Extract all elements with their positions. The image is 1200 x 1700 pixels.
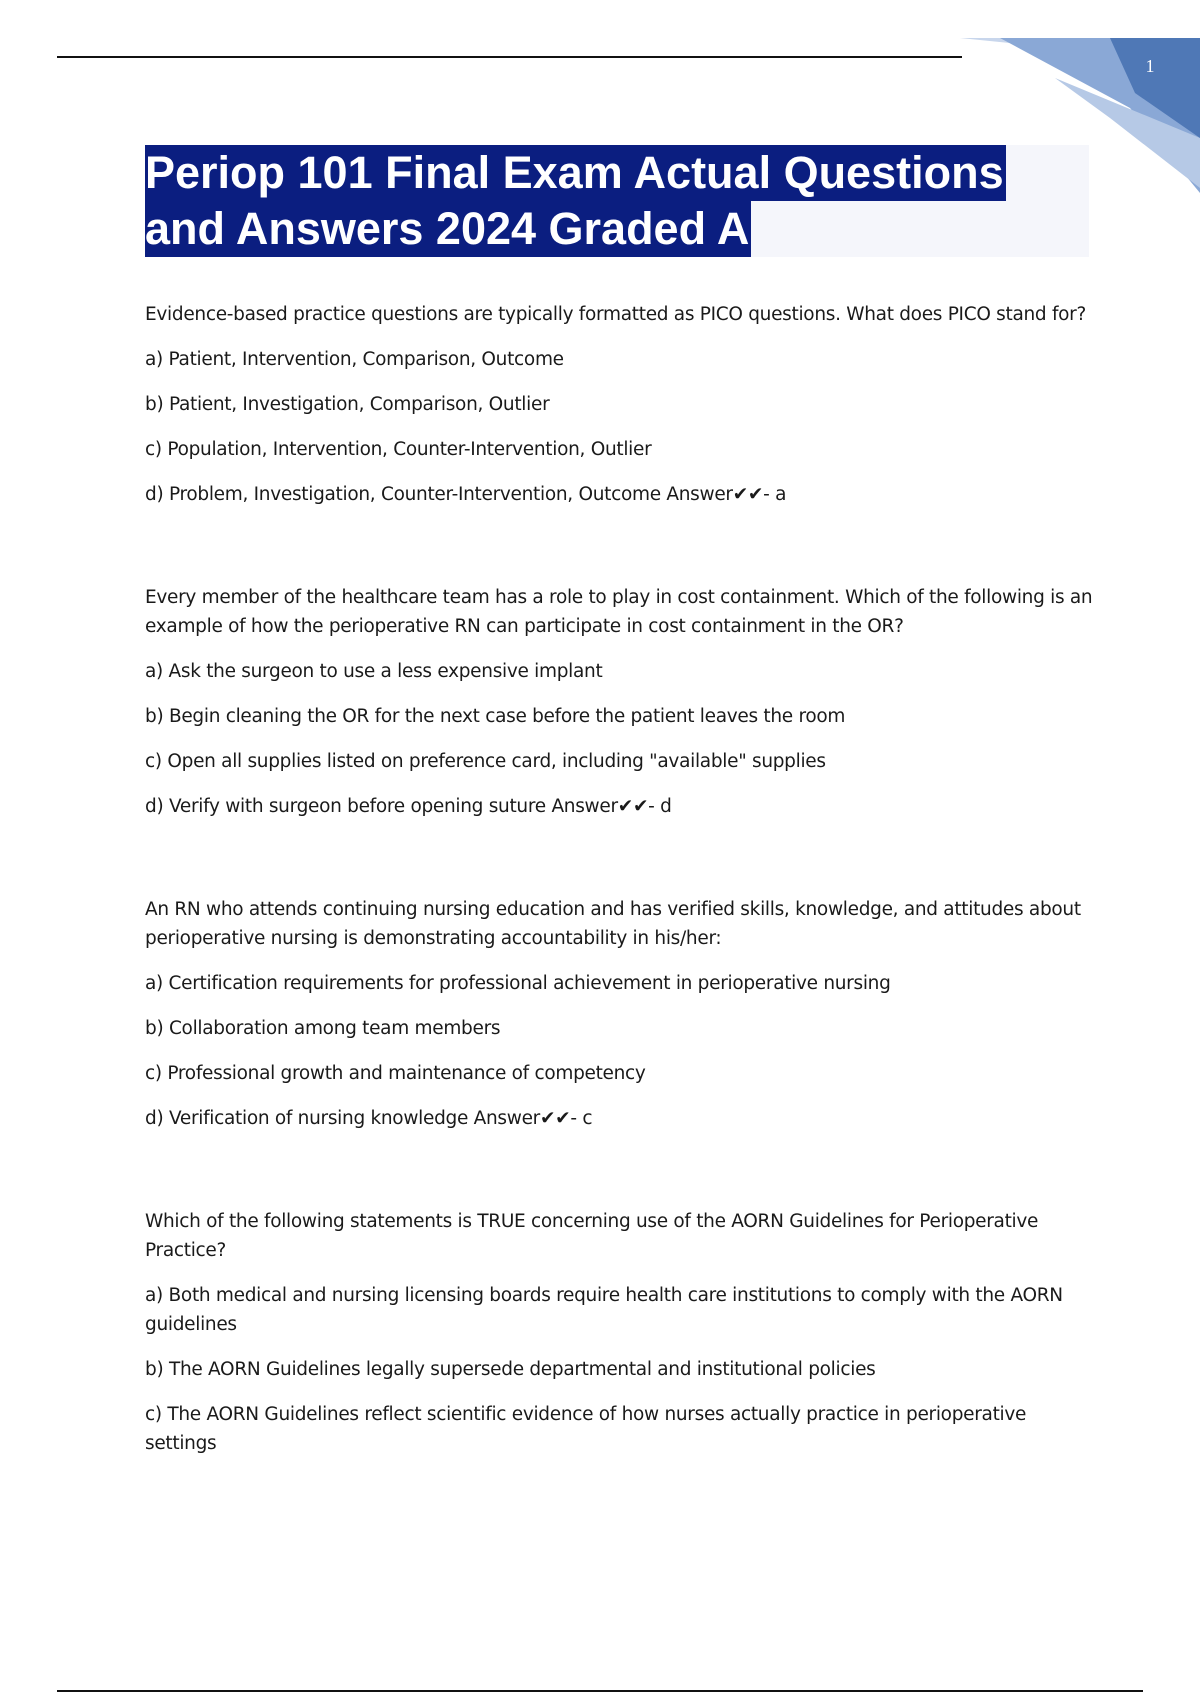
question-text: An RN who attends continuing nursing education and has verified skills, knowledge, and attitudes about perioperative nursing is demonstrating accountability in his/her: [145, 899, 1081, 949]
question-text: Evidence-based practice questions are typically formatted as PICO questions. What does PICO stand for? [145, 304, 1087, 325]
question-text: Every member of the healthcare team has a role to play in cost containment. Which of the following is an example of how the perioperative RN can participate in cost containment in the OR? [145, 587, 1093, 637]
title-line-1: Periop 101 Final Exam Actual Questions [145, 145, 1006, 201]
qa-block-3 [145, 895, 1095, 1133]
title-line-2: and Answers 2024 Graded A [145, 201, 751, 257]
answer-key: Answer✔✔- a [666, 484, 787, 505]
header-rule [57, 56, 962, 58]
option-a: a) Ask the surgeon to use a less expensive implant [145, 661, 603, 682]
question-text: Which of the following statements is TRUE concerning use of the AORN Guidelines for Perioperative Practice? [145, 1211, 1039, 1261]
option-a: a) Both medical and nursing licensing boards require health care institutions to comply with the AORN guidelines [145, 1285, 1063, 1335]
option-d-text: d) Problem, Investigation, Counter-Intervention, Outcome [145, 484, 661, 505]
qa-block-2 [145, 583, 1095, 821]
option-c: c) Population, Intervention, Counter-Intervention, Outlier [145, 439, 652, 460]
answer-key: Answer✔✔- c [473, 1108, 593, 1129]
option-c: c) The AORN Guidelines reflect scientific evidence of how nurses actually practice in perioperative settings [145, 1404, 1027, 1454]
answer-key: Answer✔✔- d [551, 796, 672, 817]
option-a: a) Patient, Intervention, Comparison, Outcome [145, 349, 564, 370]
document-title [145, 145, 1089, 257]
option-b: b) Begin cleaning the OR for the next case before the patient leaves the room [145, 706, 846, 727]
footer-rule [57, 1690, 1143, 1692]
option-c: c) Professional growth and maintenance of competency [145, 1063, 646, 1084]
option-a: a) Certification requirements for professional achievement in perioperative nursing [145, 973, 891, 994]
option-d [145, 1104, 1095, 1133]
option-d [145, 792, 1095, 821]
qa-block-4 [145, 1207, 1095, 1458]
option-d-text: d) Verify with surgeon before opening suture [145, 796, 546, 817]
option-b: b) The AORN Guidelines legally supersede departmental and institutional policies [145, 1359, 876, 1380]
option-b: b) Patient, Investigation, Comparison, Outlier [145, 394, 550, 415]
qa-block-1 [145, 300, 1095, 509]
option-b: b) Collaboration among team members [145, 1018, 501, 1039]
option-d [145, 480, 1095, 509]
option-c: c) Open all supplies listed on preference card, including "available" supplies [145, 751, 826, 772]
option-d-text: d) Verification of nursing knowledge [145, 1108, 469, 1129]
qa-content [145, 300, 1095, 1474]
page-number: 1 [1145, 56, 1155, 76]
